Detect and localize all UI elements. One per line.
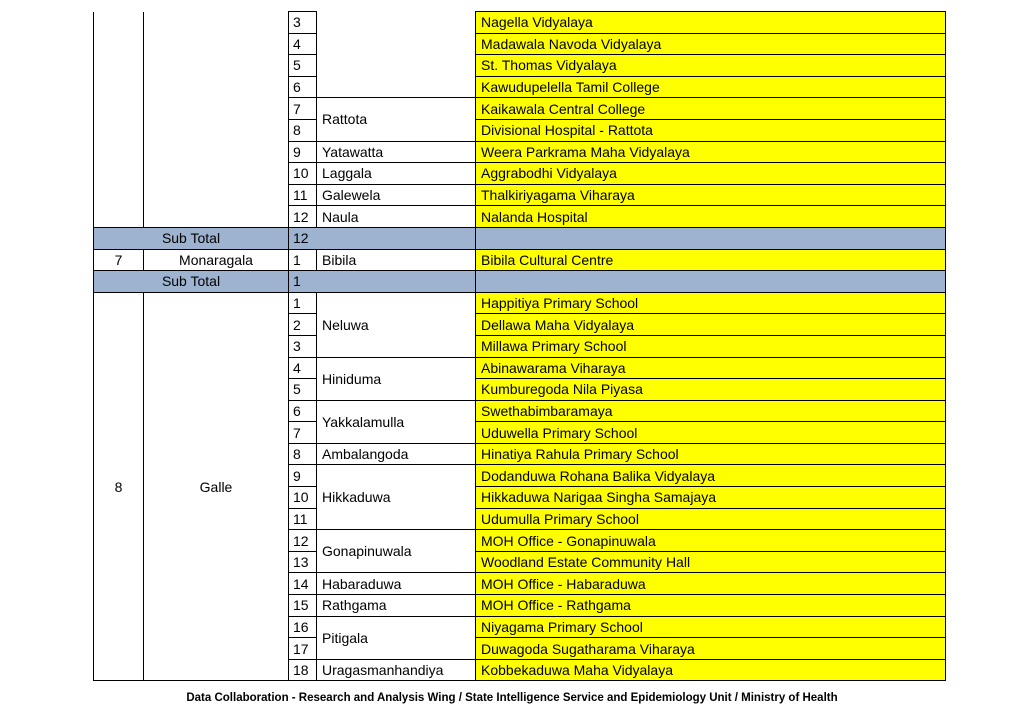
moh-division-cell: Naula [317, 206, 476, 228]
location-cell: MOH Office - Habaraduwa [476, 573, 946, 595]
row-number: 17 [289, 638, 317, 660]
table-row [94, 12, 946, 34]
location-cell: Kobbekaduwa Maha Vidyalaya [476, 659, 946, 681]
row-number: 1 [289, 292, 317, 314]
subtotal-label: Sub Total [94, 271, 289, 293]
subtotal-value: 1 [289, 271, 476, 293]
location-cell: MOH Office - Rathgama [476, 595, 946, 617]
district-cell: Galle [144, 292, 289, 681]
location-cell: Duwagoda Sugatharama Viharaya [476, 638, 946, 660]
subtotal-row [94, 227, 946, 249]
subtotal-blank [476, 271, 946, 293]
location-cell: Happitiya Primary School [476, 292, 946, 314]
row-number: 11 [289, 508, 317, 530]
vaccination-centres-table [93, 11, 946, 681]
row-number: 6 [289, 400, 317, 422]
moh-division-cell: Rathgama [317, 595, 476, 617]
district-index-cell: 7 [94, 249, 144, 271]
row-number: 16 [289, 616, 317, 638]
moh-division-cell: Yatawatta [317, 141, 476, 163]
row-number: 5 [289, 379, 317, 401]
location-cell: Swethabimbaramaya [476, 400, 946, 422]
location-cell: MOH Office - Gonapinuwala [476, 530, 946, 552]
page-footer: Data Collaboration - Research and Analysis Wing / State Intelligence Service and Epidemiology Unit / Ministry of Health [186, 692, 838, 704]
row-number: 15 [289, 595, 317, 617]
location-cell: Dodanduwa Rohana Balika Vidyalaya [476, 465, 946, 487]
row-number: 9 [289, 465, 317, 487]
row-number: 1 [289, 249, 317, 271]
row-number: 8 [289, 119, 317, 141]
district-cell [144, 12, 289, 228]
location-cell: Nalanda Hospital [476, 206, 946, 228]
moh-division-cell: Uragasmanhandiya [317, 659, 476, 681]
row-number: 14 [289, 573, 317, 595]
moh-division-cell: Neluwa [317, 292, 476, 357]
location-cell: Madawala Navoda Vidyalaya [476, 33, 946, 55]
location-cell: Divisional Hospital - Rattota [476, 119, 946, 141]
row-number: 11 [289, 184, 317, 206]
table-row [94, 292, 946, 314]
location-cell: Weera Parkrama Maha Vidyalaya [476, 141, 946, 163]
row-number: 12 [289, 530, 317, 552]
subtotal-value: 12 [289, 227, 476, 249]
row-number: 4 [289, 33, 317, 55]
location-cell: Millawa Primary School [476, 335, 946, 357]
location-cell: Nagella Vidyalaya [476, 12, 946, 34]
location-cell: Woodland Estate Community Hall [476, 551, 946, 573]
row-number: 7 [289, 98, 317, 120]
location-cell: Udumulla Primary School [476, 508, 946, 530]
row-number: 3 [289, 12, 317, 34]
location-cell: Thalkiriyagama Viharaya [476, 184, 946, 206]
row-number: 12 [289, 206, 317, 228]
moh-division-cell: Gonapinuwala [317, 530, 476, 573]
location-cell: Kaikawala Central College [476, 98, 946, 120]
moh-division-cell: Hiniduma [317, 357, 476, 400]
location-cell: Hinatiya Rahula Primary School [476, 443, 946, 465]
moh-division-cell: Laggala [317, 163, 476, 185]
subtotal-blank [476, 227, 946, 249]
subtotal-row [94, 271, 946, 293]
row-number: 5 [289, 55, 317, 77]
row-number: 7 [289, 422, 317, 444]
moh-division-cell: Yakkalamulla [317, 400, 476, 443]
row-number: 18 [289, 659, 317, 681]
row-number: 2 [289, 314, 317, 336]
location-cell: Bibila Cultural Centre [476, 249, 946, 271]
moh-division-cell [317, 12, 476, 98]
location-cell: Abinawarama Viharaya [476, 357, 946, 379]
moh-division-cell: Habaraduwa [317, 573, 476, 595]
location-cell: Hikkaduwa Narigaa Singha Samajaya [476, 487, 946, 509]
moh-division-cell: Pitigala [317, 616, 476, 659]
row-number: 6 [289, 76, 317, 98]
row-number: 10 [289, 487, 317, 509]
moh-division-cell: Bibila [317, 249, 476, 271]
row-number: 4 [289, 357, 317, 379]
subtotal-label: Sub Total [94, 227, 289, 249]
moh-division-cell: Galewela [317, 184, 476, 206]
moh-division-cell: Hikkaduwa [317, 465, 476, 530]
row-number: 8 [289, 443, 317, 465]
location-cell: Uduwella Primary School [476, 422, 946, 444]
location-cell: St. Thomas Vidyalaya [476, 55, 946, 77]
location-cell: Aggrabodhi Vidyalaya [476, 163, 946, 185]
location-cell: Kumburegoda Nila Piyasa [476, 379, 946, 401]
location-cell: Niyagama Primary School [476, 616, 946, 638]
district-cell: Monaragala [144, 249, 289, 271]
district-index-cell [94, 12, 144, 228]
location-cell: Kawudupelella Tamil College [476, 76, 946, 98]
location-cell: Dellawa Maha Vidyalaya [476, 314, 946, 336]
row-number: 10 [289, 163, 317, 185]
district-index-cell: 8 [94, 292, 144, 681]
row-number: 9 [289, 141, 317, 163]
row-number: 13 [289, 551, 317, 573]
table-row [94, 249, 946, 271]
moh-division-cell: Rattota [317, 98, 476, 141]
moh-division-cell: Ambalangoda [317, 443, 476, 465]
row-number: 3 [289, 335, 317, 357]
